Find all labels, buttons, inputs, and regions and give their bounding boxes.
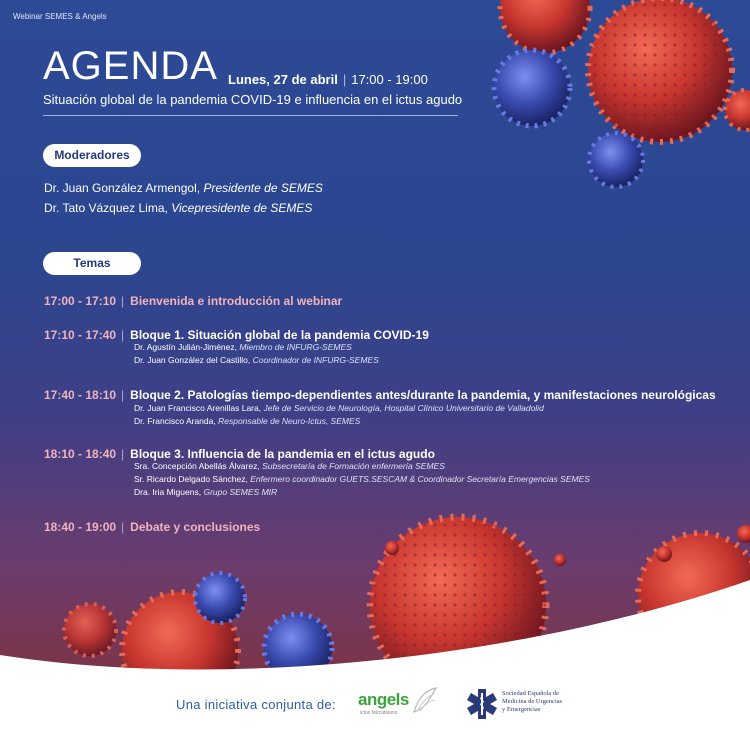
agenda-time: 17:00 - 17:10 [44, 294, 117, 308]
speaker-name: Sr. Ricardo Delgado Sánchez, [134, 474, 248, 484]
speaker [134, 355, 379, 365]
agenda-time: 18:40 - 19:00 [44, 520, 117, 534]
webinar-label: Webinar SEMES & Angels [13, 12, 107, 21]
speaker-name: Dra. Iria Miguens, [134, 487, 202, 497]
event-date: Lunes, 27 de abril [228, 72, 338, 87]
wing-icon [412, 686, 438, 716]
semes-name [502, 690, 592, 714]
agenda-title: Bloque 1. Situación global de la pandemia COVID-19 [130, 328, 429, 342]
agenda-time: 17:40 - 18:10 [44, 388, 117, 402]
speaker-name: Dr. Juan Francisco Arenillas Lara, [134, 403, 262, 413]
virus-blue-top-small [589, 133, 643, 187]
speaker [134, 416, 360, 426]
semes-line: y Emergencias [502, 706, 541, 713]
event-time: 17:00 - 19:00 [351, 72, 428, 87]
speaker-name: Dr. Francisco Aranda, [134, 416, 216, 426]
agenda-item [44, 518, 744, 536]
speaker-role: Enfermero coordinador GUETS.SESCAM & Coordinador Secretaría Emergencias SEMES [250, 474, 590, 484]
speaker [134, 461, 445, 471]
separator: | [121, 520, 125, 534]
moderators-badge: Moderadores [43, 144, 141, 167]
agenda-item [44, 386, 744, 404]
angels-logo [358, 690, 409, 716]
speaker-name: Dr. Agustín Julián-Jiménez, [134, 342, 237, 352]
semes-logo [466, 688, 563, 725]
speaker [134, 474, 590, 484]
speaker-role: Coordinador de INFURG-SEMES [252, 355, 379, 365]
semes-line: Medicina de Urgencias [502, 698, 563, 705]
virus-red-top-small [500, 0, 590, 53]
moderator-name: Dr. Tato Vázquez Lima, [44, 201, 168, 215]
moderator-2 [44, 201, 312, 215]
speaker-role: Miembro de INFURG-SEMES [239, 342, 352, 352]
speaker-name: Sra. Concepción Abellás Álvarez, [134, 461, 260, 471]
separator: | [121, 447, 125, 461]
date-time-line [228, 72, 428, 87]
separator: | [121, 294, 125, 308]
virus-red-bottom-far-left [64, 604, 116, 656]
speaker [134, 487, 277, 497]
moderator-role: Vicepresidente de SEMES [171, 201, 313, 215]
speaker [134, 342, 352, 352]
agenda-title: Bienvenida e introducción al webinar [130, 294, 343, 308]
semes-line: Sociedad Española de [502, 690, 560, 697]
separator: | [121, 388, 125, 402]
header-divider [43, 115, 458, 116]
moderator-name: Dr. Juan González Armengol, [44, 181, 201, 195]
virus-blue-bottom-left [195, 573, 245, 623]
speaker-role: Subsecretaría de Formación enfermería SEMES [262, 461, 445, 471]
moderator-1 [44, 181, 323, 195]
separator: | [342, 72, 347, 87]
moderator-role: Presidente de SEMES [203, 181, 323, 195]
initiative-text: Una iniciativa conjunta de: [176, 697, 336, 712]
speaker-role: Jefe de Servicio de Neurología, Hospital Clínico Universitario de Valladolid [263, 403, 544, 413]
topics-badge: Temas [43, 252, 141, 275]
speaker-role: Responsable de Neuro-Ictus, SEMES [218, 416, 361, 426]
agenda-item [44, 292, 744, 310]
virus-red-edge-right [725, 90, 750, 130]
agenda-time: 17:10 - 17:40 [44, 328, 117, 342]
speaker-role: Grupo SEMES MIR [203, 487, 278, 497]
agenda-time: 18:10 - 18:40 [44, 447, 117, 461]
virus-blue-top [494, 50, 570, 126]
agenda-title: Bloque 3. Influencia de la pandemia en el ictus agudo [130, 447, 435, 461]
star-of-life-icon [466, 688, 498, 720]
page-title: AGENDA [43, 44, 218, 88]
angels-wordmark: angels [358, 690, 409, 709]
angels-tagline: ictus faircatalano [360, 710, 398, 716]
virus-large-red-top [588, 0, 732, 142]
separator: | [121, 328, 125, 342]
speaker-name: Dr. Juan González del Castillo, [134, 355, 251, 365]
agenda-title: Bloque 2. Patologías tiempo-dependientes antes/durante la pandemia, y manifestaciones neurológicas [130, 388, 716, 402]
subtitle: Situación global de la pandemia COVID-19 e influencia en el ictus agudo [43, 92, 463, 107]
agenda-title: Debate y conclusiones [130, 520, 261, 534]
speaker [134, 403, 544, 413]
